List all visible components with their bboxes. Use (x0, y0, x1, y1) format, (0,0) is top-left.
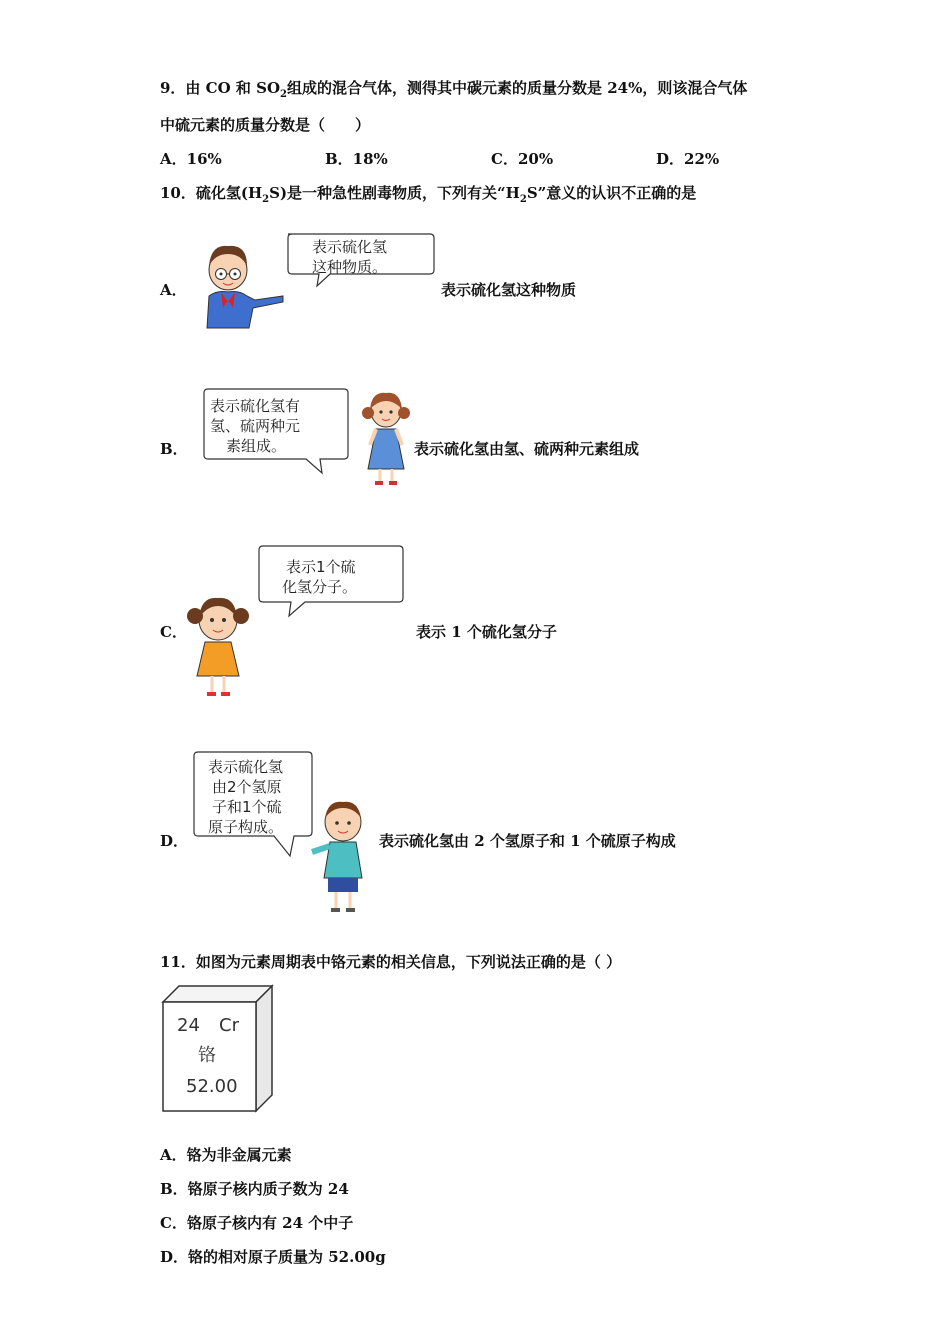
q10-option-b-bubble-line3: 素组成。 (226, 437, 287, 455)
q10-option-c-bubble-line2: 化氢分子。 (282, 578, 358, 596)
q9-stem-part1: 9．由 CO 和 SO (160, 79, 281, 97)
q10-stem-part1: 10．硫化氢(H (160, 184, 263, 202)
q11-option-c: C．铬原子核内有 24 个中子 (160, 1214, 354, 1232)
girl-pigtails-icon (187, 598, 249, 696)
q10-option-a-text: 表示硫化氢这种物质 (441, 281, 577, 299)
q10-option-a-letter: A． (160, 281, 187, 299)
q9-option-d: D．22% (656, 150, 720, 168)
q10-option-b-text: 表示硫化氢由氢、硫两种元素组成 (414, 440, 640, 458)
q10-option-a-bubble-line2: 这种物质。 (312, 258, 388, 276)
q11-option-a: A．铬为非金属元素 (160, 1146, 292, 1164)
q9-stem-line2: 中硫元素的质量分数是（ ） (160, 116, 371, 134)
q9-stem-part2: 组成的混合气体，测得其中碳元素的质量分数是 24%，则该混合气体 (286, 79, 748, 97)
q10-option-b-bubble-line1: 表示硫化氢有 (210, 397, 301, 415)
q10-option-d-bubble-line3: 子和1个硫 (212, 798, 282, 816)
element-name: 铬 (198, 1045, 216, 1066)
q9-stem-line1 (160, 77, 747, 100)
element-symbol: Cr (219, 1015, 239, 1036)
q11-stem: 11．如图为元素周期表中铬元素的相关信息，下列说法正确的是（ ） (160, 953, 622, 971)
q11-option-b: B．铬原子核内质子数为 24 (160, 1180, 349, 1198)
element-atomic-number: 24 (177, 1015, 200, 1036)
q10-subscript-2: 2 (519, 194, 527, 205)
chromium-element-cell (160, 983, 276, 1113)
q10-option-c-text: 表示 1 个硫化氢分子 (416, 623, 557, 641)
q9-option-a: A．16% (160, 150, 222, 168)
element-atomic-mass: 52.00 (186, 1076, 238, 1097)
q9-option-c: C．20% (491, 150, 554, 168)
q10-stem-part2: S)是一种急性剧毒物质，下列有关“H (269, 184, 520, 202)
q9-subscript: 2 (280, 89, 287, 100)
q10-option-c-letter: C． (160, 623, 187, 641)
q10-option-b-bubble-line2: 氢、硫两种元 (210, 417, 301, 435)
boy-teal-shirt-icon (312, 802, 362, 912)
q10-stem-part3: S”意义的认识不正确的是 (526, 184, 697, 202)
q10-option-d-letter: D． (160, 832, 189, 850)
q10-option-c-bubble-line1: 表示1个硫 (286, 558, 356, 576)
q10-option-d-bubble-line4: 原子构成。 (208, 818, 284, 836)
q10-option-d-bubble-line2: 由2个氢原 (212, 778, 282, 796)
girl-blue-dress-icon (362, 393, 410, 485)
q10-option-d-text: 表示硫化氢由 2 个氢原子和 1 个硫原子构成 (379, 832, 676, 850)
q10-option-a-bubble-line1: 表示硫化氢 (312, 238, 388, 256)
boy-glasses-icon (207, 246, 283, 328)
q10-option-b-letter: B． (160, 440, 188, 458)
q10-stem (160, 182, 696, 205)
q10-subscript-1: 2 (262, 194, 270, 205)
q11-option-d: D．铬的相对原子质量为 52.00g (160, 1248, 386, 1266)
q9-option-b: B．18% (325, 150, 388, 168)
q10-option-d-bubble-line1: 表示硫化氢 (208, 758, 284, 776)
